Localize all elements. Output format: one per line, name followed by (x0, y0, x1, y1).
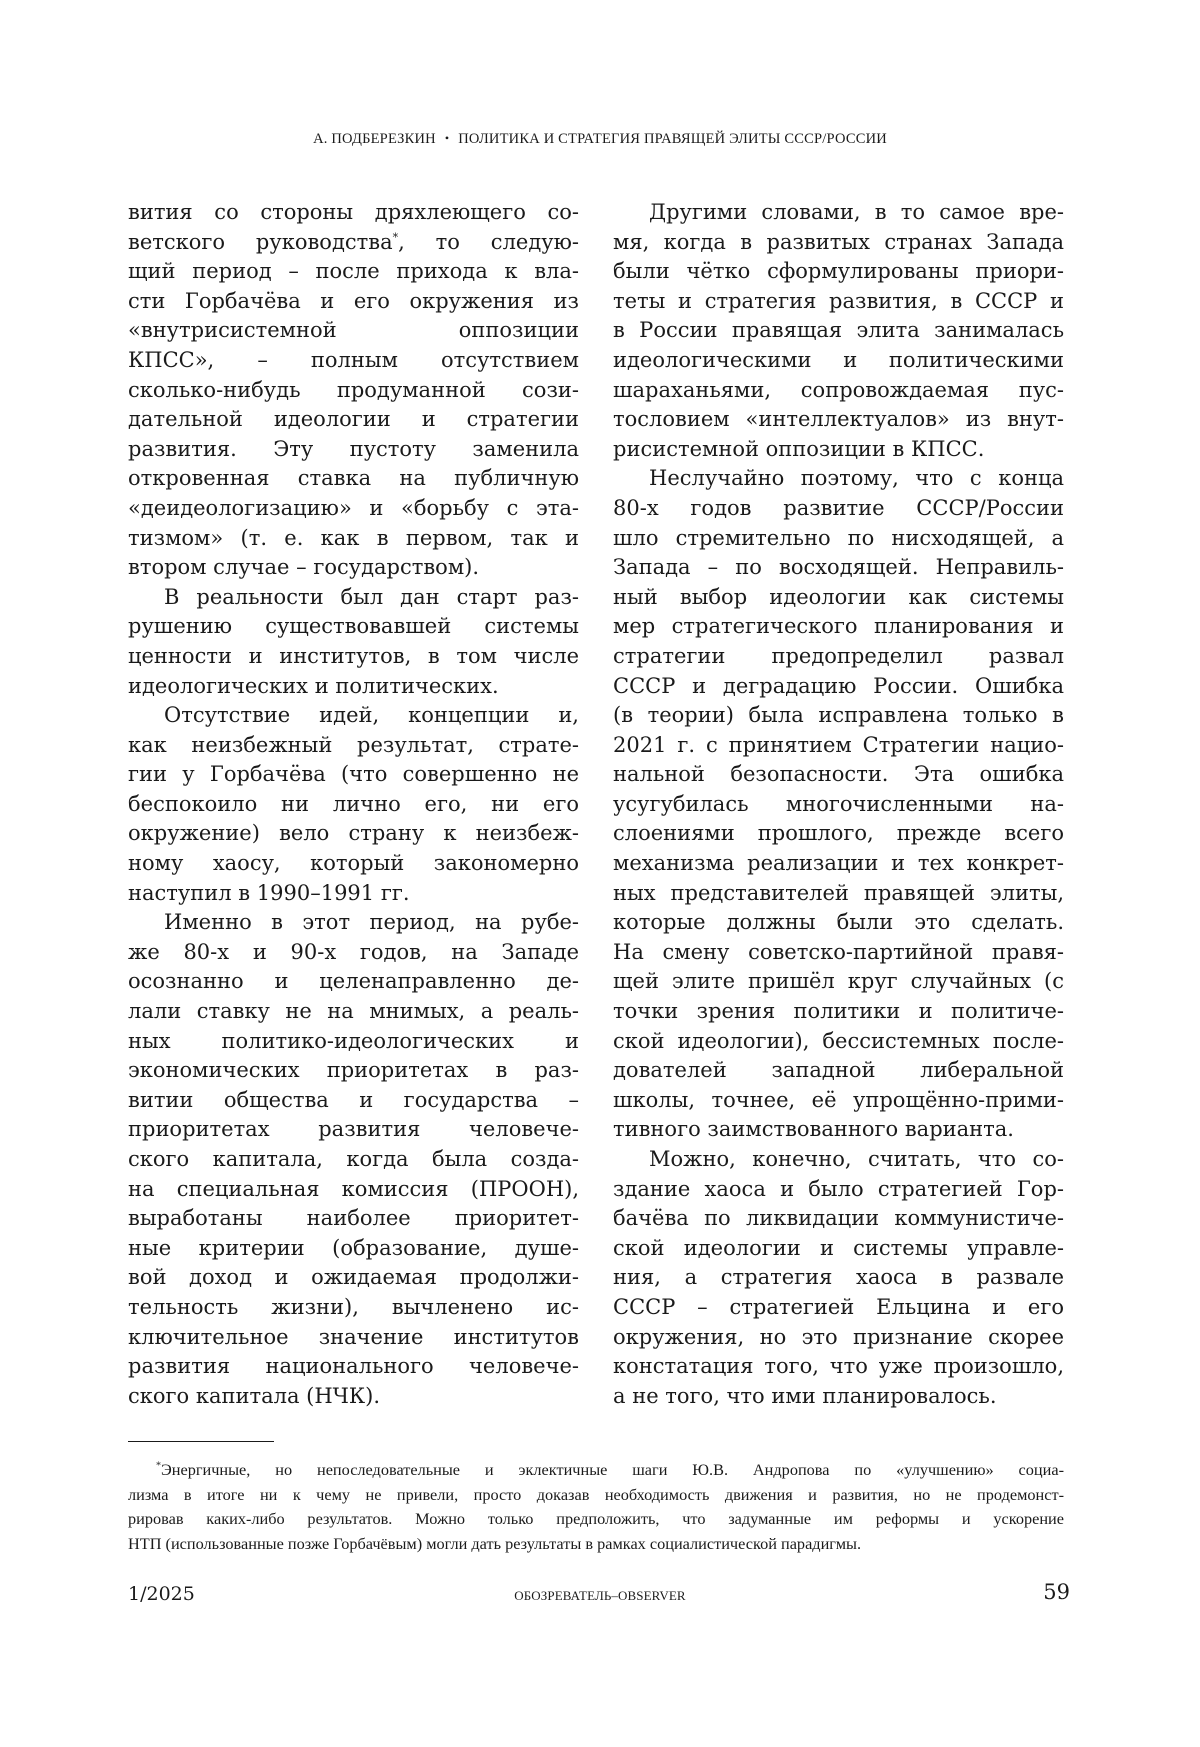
text-line: СССР и деградацию России. Ошибка (613, 673, 1064, 698)
text-line: беспокоило ни лично его, ни его (128, 791, 579, 816)
page-number: 59 (1043, 1580, 1070, 1604)
text-line: тословием «интеллектуалов» из внут- (613, 407, 1064, 432)
text-line: лали ставку не на мнимых, а реаль- (128, 999, 579, 1024)
text-line: тельность жизни), вычленено ис- (128, 1294, 579, 1319)
text-line: КПСС», – полным отсутствием (128, 347, 579, 372)
text-line: слоениями прошлого, прежде всего (613, 821, 1064, 846)
text-line: гии у Горбачёва (что совершенно не (128, 762, 579, 787)
right-column (613, 198, 1064, 1411)
text-line: ных представителей правящей элиты, (613, 880, 1064, 905)
text-line: тизмом» (т. е. как в первом, так и (128, 525, 579, 550)
text-segment: , то следую- (398, 229, 579, 254)
text-line: Можно, конечно, считать, что со- (649, 1147, 1064, 1171)
text-line: в России правящая элита занималась (613, 318, 1064, 343)
text-line: щий период – после прихода к вла- (128, 259, 579, 284)
text-line: (в теории) была исправлена только в (613, 703, 1064, 728)
text-line: дательной идеологии и стратегии (128, 407, 579, 432)
text-line: как неизбежный результат, страте- (128, 732, 579, 757)
text-line: Отсутствие идей, концепции и, (164, 703, 579, 728)
footnote-text: Энергичные, но непоследовательные и эклектичные шаги Ю.В. Андропова по «улучшению» социа- (161, 1460, 1064, 1479)
text-line: экономических приоритетах в раз- (128, 1058, 579, 1083)
text-line: ные критерии (образование, душе- (128, 1235, 579, 1260)
text-line: щей элите пришёл круг случайных (с (613, 969, 1064, 994)
text-segment: ветского руководства (128, 229, 393, 254)
text-line: вития со стороны дряхлеющего со- (128, 200, 579, 224)
left-column (128, 198, 579, 1411)
text-line: стратегии предопределил развал (613, 643, 1064, 668)
text-line: школы, точнее, её упрощённо-прими- (613, 1087, 1064, 1112)
text-line: дователей западной либеральной (613, 1058, 1064, 1083)
journal-name: ОБОЗРЕВАТЕЛЬ–OBSERVER (514, 1588, 686, 1603)
footnote-line: рировав каких-либо результатов. Можно только предположить, что задуманные им реформы и ускорение (128, 1509, 1064, 1529)
footnote-line: лизма в итоге ни к чему не привели, просто доказав необходимость движения и развития, но не продемонст- (128, 1484, 1064, 1504)
text-line: ному хаосу, который закономерно (128, 851, 579, 876)
text-line: теты и стратегия развития, в СССР и (613, 288, 1064, 313)
text-line: на специальная комиссия (ПРООН), (128, 1176, 579, 1201)
text-line: «внутрисистемной оппозиции (128, 318, 579, 343)
text-line: констатация того, что уже произошло, (613, 1354, 1064, 1379)
text-line: здание хаоса и было стратегией Гор- (613, 1176, 1064, 1201)
text-line: Другими словами, в то самое вре- (649, 200, 1064, 224)
text-line: развития. Эту пустоту заменила (128, 436, 579, 461)
footnote (128, 1458, 1064, 1557)
text-line: ского капитала, когда была созда- (128, 1147, 579, 1171)
text-line: были чётко сформулированы приори- (613, 259, 1064, 284)
text-line: окружения, но это признание скорее (613, 1324, 1064, 1349)
footnote-divider (128, 1441, 274, 1442)
footnote-marker: * (156, 1460, 161, 1472)
text-line: мер стратегического планирования и (613, 614, 1064, 639)
text-line: механизма реализации и тех конкрет- (613, 851, 1064, 876)
text-line: Именно в этот период, на рубе- (164, 910, 579, 935)
text-line: бачёва по ликвидации коммунистиче- (613, 1206, 1064, 1231)
text-line: ных политико-идеологических и (128, 1028, 579, 1053)
text-line: шараханьями, сопровождаемая пус- (613, 377, 1064, 402)
text-line: идеологическими и политическими (613, 347, 1064, 372)
text-line: нальной безопасности. Эта ошибка (613, 762, 1064, 787)
text-line: откровенная ставка на публичную (128, 466, 579, 491)
text-line: идеологических и политических. (128, 673, 499, 698)
text-line: мя, когда в развитых странах Запада (613, 229, 1064, 254)
text-line: Запада – по восходящей. Неправиль- (613, 555, 1064, 580)
issue-number: 1/2025 (128, 1583, 195, 1605)
text-line: точки зрения политики и политиче- (613, 999, 1064, 1024)
text-line-with-footnote (128, 228, 579, 258)
text-line: 80-х годов развитие СССР/России (613, 495, 1064, 520)
text-line: тивного заимствованного варианта. (613, 1117, 1014, 1142)
running-head-title: ПОЛИТИКА И СТРАТЕГИЯ ПРАВЯЩЕЙ ЭЛИТЫ СССР/РОССИИ (458, 131, 887, 147)
text-line: 2021 г. с принятием Стратегии нацио- (613, 732, 1064, 757)
text-line: ской идеологии), бессистемных после- (613, 1028, 1064, 1053)
text-line: же 80-х и 90-х годов, на Западе (128, 939, 579, 964)
text-line: втором случае – государством). (128, 555, 480, 580)
text-line: ключительное значение институтов (128, 1324, 579, 1349)
text-line: вой доход и ожидаемая продолжи- (128, 1265, 579, 1290)
running-head-bullet: • (444, 131, 450, 145)
text-line: ценности и институтов, в том числе (128, 643, 579, 668)
running-head-author: А. ПОДБЕРЕЗКИН (313, 131, 436, 147)
text-line: рушению существовавшей системы (128, 614, 579, 639)
text-line: В реальности был дан старт раз- (164, 584, 579, 609)
footnote-line (128, 1458, 1064, 1483)
text-line: а не того, что ими планировалось. (613, 1383, 997, 1408)
text-line: шло стремительно по нисходящей, а (613, 525, 1064, 550)
text-line: которые должны были это сделать. (613, 910, 1064, 935)
footnote-line: НТП (использованные позже Горбачёвым) могли дать результаты в рамках социалистической парадигмы. (128, 1534, 862, 1554)
text-line: выработаны наиболее приоритет- (128, 1206, 579, 1231)
text-line: «деидеологизацию» и «борьбу с эта- (128, 495, 579, 520)
text-line: На смену советско-партийной правя- (613, 939, 1064, 964)
text-line: сти Горбачёва и его окружения из (128, 288, 579, 313)
text-line: осознанно и целенаправленно де- (128, 969, 579, 994)
text-line: окружение) вело страну к неизбеж- (128, 821, 579, 846)
text-line: приоритетах развития человече- (128, 1117, 579, 1142)
text-line: рисистемной оппозиции в КПСС. (613, 436, 985, 461)
text-line: развития национального человече- (128, 1354, 579, 1379)
text-line: усугубилась многочисленными на- (613, 791, 1064, 816)
text-line: СССР – стратегией Ельцина и его (613, 1294, 1064, 1319)
text-line: наступил в 1990–1991 гг. (128, 880, 410, 905)
text-line: Неслучайно поэтому, что с конца (649, 466, 1064, 491)
text-line: сколько-нибудь продуманной сози- (128, 377, 579, 402)
footnote-reference: * (392, 230, 399, 244)
text-line: ния, а стратегия хаоса в развале (613, 1265, 1064, 1290)
text-line: ского капитала (НЧК). (128, 1383, 381, 1408)
running-head (0, 131, 1200, 148)
text-line: витии общества и государства – (128, 1087, 579, 1112)
text-line: ный выбор идеологии как системы (613, 584, 1064, 609)
text-line: ской идеологии и системы управле- (613, 1235, 1064, 1260)
